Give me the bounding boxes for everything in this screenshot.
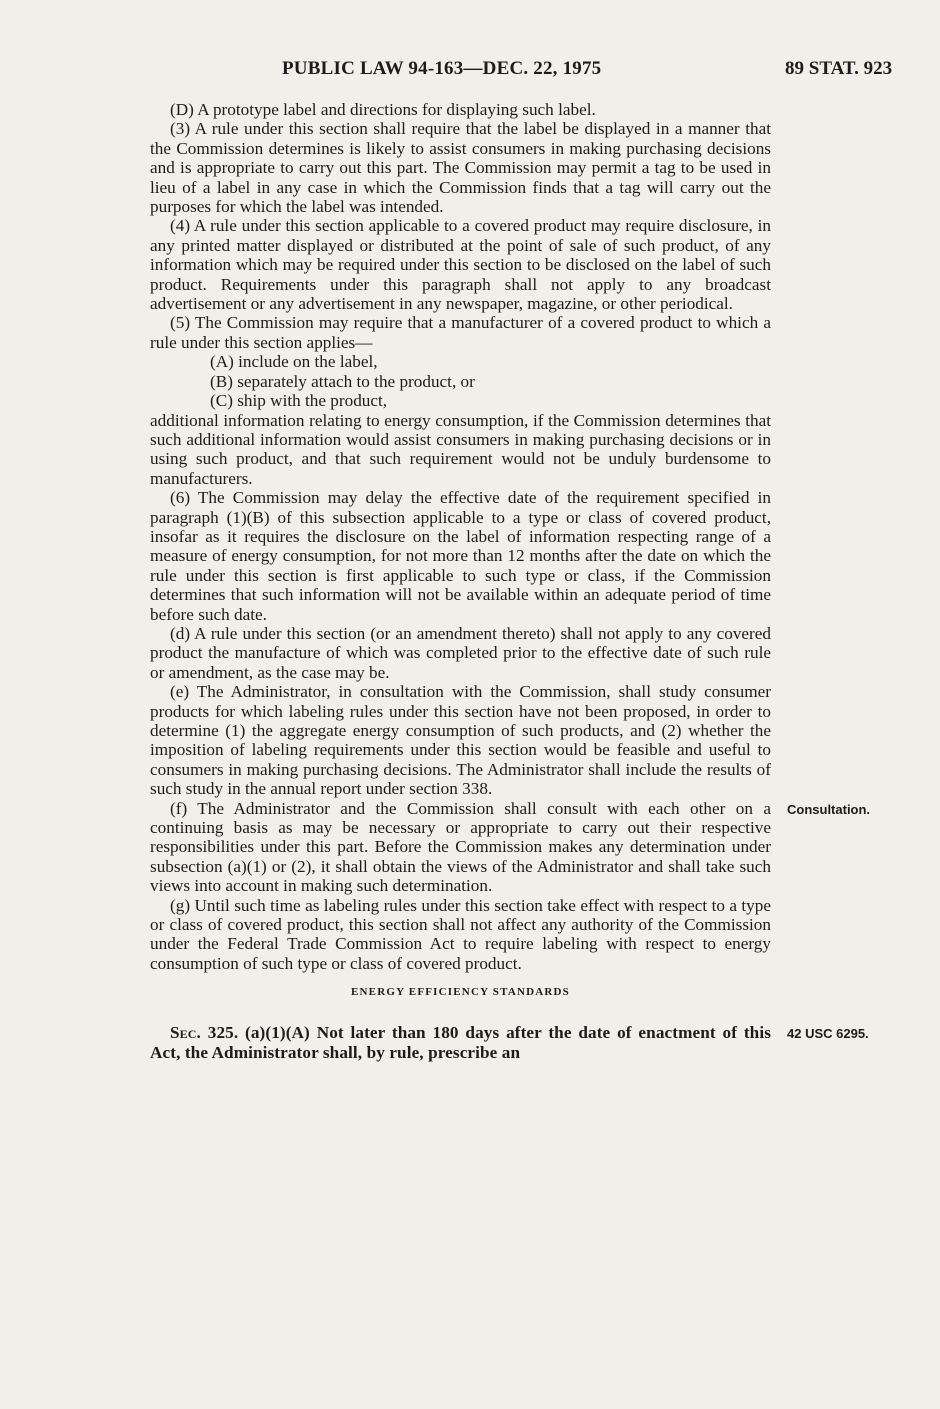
margin-note-usc: 42 USC 6295. bbox=[787, 1026, 869, 1042]
paragraph-3: (3) A rule under this section shall require that the label be displayed in a manner that the Commission determines is likely to assist consumers in making purchasing decisions and is appropriate to carry out this part. The Commission may permit a tag to be used in lieu of a label in any case in which the Commission finds that a tag will carry out the purposes for which the label was intended. bbox=[150, 119, 771, 217]
page-number: 89 STAT. 923 bbox=[785, 58, 893, 79]
section-prefix: Sec. bbox=[170, 1023, 201, 1043]
paragraph-2d: (D) A prototype label and directions for displaying such label. bbox=[170, 100, 596, 119]
section-325-text: 325. (a)(1)(A) Not later than 180 days after the date of enactment of this Act, the Administrator shall, by rule, prescribe an bbox=[150, 1023, 771, 1062]
header-title: PUBLIC LAW 94-163—DEC. 22, 1975 bbox=[282, 58, 602, 79]
paragraph-5c: (C) ship with the product, bbox=[210, 391, 388, 411]
subsection-f: (f) The Administrator and the Commission shall consult with each other on a continuing basis as may be necessary or appropriate to carry out their respective responsibilities under this part. Before the Commission makes any determination under subsection (a)(1) or (2), it shall obtain the views of the Administrator and shall take such views into account in making such determination. bbox=[150, 798, 771, 896]
paragraph-5b: (B) separately attach to the product, or bbox=[210, 371, 475, 391]
paragraph-5-continued: additional information relating to energy consumption, if the Commission determines that such additional information would assist consumers in making purchasing decisions or in using such product, and that such requirement would not be unduly burdensome to manufacturers. bbox=[150, 410, 771, 488]
paragraph-6: (6) The Commission may delay the effective date of the requirement specified in paragraph (1)(B) of this subsection applicable to a type or class of covered product, insofar as it requires the disclosure on the label of information respecting range of a measure of energy consumption, for not more than 12 months after the date on which the rule under this section is first applicable to such type or class, if the Commission determines that such information will not be available within an adequate period of time before such date. bbox=[150, 488, 771, 624]
subsection-g: (g) Until such time as labeling rules under this section take effect with respect to a type or class of covered product, this section shall not affect any authority of the Commission under the Federal Trade Commission Act to require labeling with respect to energy consumption of such type or class of covered product. bbox=[150, 895, 771, 973]
paragraph-4: (4) A rule under this section applicable to a covered product may require disclosure, in any printed matter displayed or distributed at the point of sale of such product, of any information which may be required under this section to be disclosed on the label of such product. Requirements under this paragraph shall not apply to any broadcast advertisement or any advertisement in any newspaper, magazine, or other periodical. bbox=[150, 216, 771, 314]
body-text bbox=[150, 100, 771, 1062]
subsection-e: (e) The Administrator, in consultation with the Commission, shall study consumer products for which labeling rules under this section have not been proposed, in order to determine (1) the aggregate energy consumption of such products, and (2) whether the imposition of labeling requirements under this section would be feasible and useful to consumers in making purchasing decisions. The Administrator shall include the results of such study in the annual report under section 338. bbox=[150, 682, 771, 799]
margin-note-consultation: Consultation. bbox=[787, 801, 871, 817]
paragraph-5a: (A) include on the label, bbox=[210, 352, 378, 372]
section-heading: ENERGY EFFICIENCY STANDARDS bbox=[350, 986, 570, 999]
subsection-d: (d) A rule under this section (or an amendment thereto) shall not apply to any covered product the manufacture of which was completed prior to the effective date of such rule or amendment, as the case may be. bbox=[150, 623, 771, 682]
paragraph-5: (5) The Commission may require that a manufacturer of a covered product to which a rule under this section applies— bbox=[150, 313, 771, 352]
section-325 bbox=[150, 1023, 771, 1062]
